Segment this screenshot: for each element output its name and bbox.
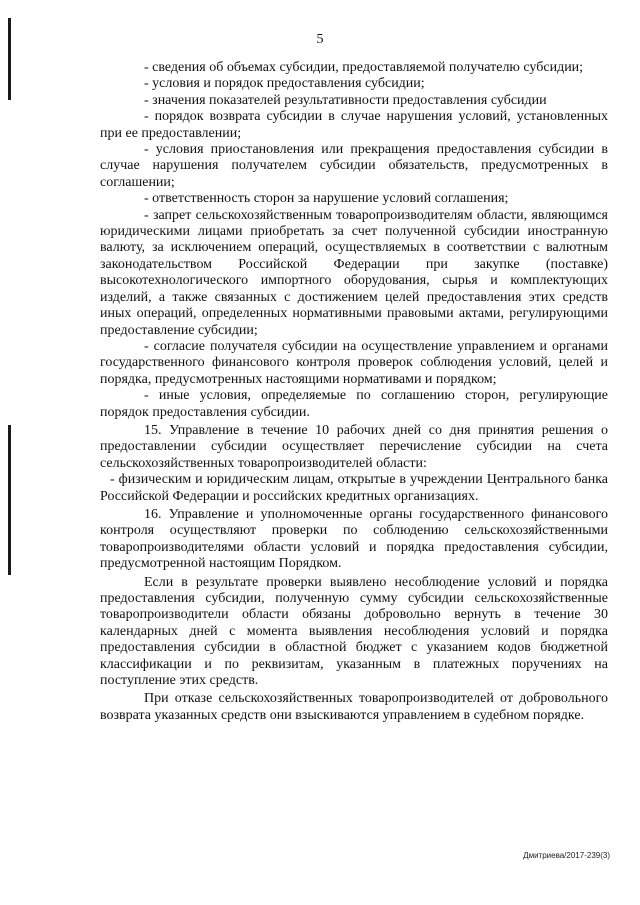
list-item: - иные условия, определяемые по соглашению сторон, регулирующие порядок предоставления субсидии.	[100, 388, 608, 420]
document-reference: Дмитриева/2017-239(3)	[523, 851, 610, 860]
scan-edge-mark	[8, 18, 11, 100]
list-item: - условия приостановления или прекращения предоставления субсидии в случае нарушения получателем субсидии обязательств, предусмотренных в соглашении;	[100, 142, 608, 190]
list-item: - условия и порядок предоставления субсидии;	[144, 76, 425, 92]
list-item: - запрет сельскохозяйственным товаропроизводителям области, являющимся юридическими лицами приобретать за счет полученной субсидии иностранную валюту, за исключением операций, осуществляемых в соответствии с валютным законодательством Российской Федерации при закупке (поставке) высокотехнологического импортного оборудования, сырья и комплектующих изделий, а также связанных с достижением целей предоставления этих средств иных операций, определенных нормативными правовыми актами, регулирующими предоставление субсидии;	[100, 207, 608, 338]
list-item: - значения показателей результативности предоставления субсидии	[144, 92, 547, 108]
list-item: - ответственность сторон за нарушение условий соглашения;	[144, 191, 509, 207]
paragraph-15: 15. Управление в течение 10 рабочих дней со дня принятия решения о предоставлении субсидии осуществляет перечисление субсидии на счета сельскохозяйственных товаропроизводителей области:	[100, 422, 608, 471]
paragraph: При отказе сельскохозяйственных товаропроизводителей от добровольного возврата указанных средств они взыскиваются управлением в судебном порядке.	[100, 691, 608, 723]
list-item: - порядок возврата субсидии в случае нарушения условий, установленных при ее предоставлении;	[100, 109, 608, 141]
list-item: - согласие получателя субсидии на осуществление управлением и органами государственного финансового контроля проверок соблюдения условий, целей и порядка, предусмотренных настоящими нормативами и порядком;	[100, 338, 608, 387]
scan-edge-mark	[8, 425, 11, 575]
paragraph: Если в результате проверки выявлено несоблюдение условий и порядка предоставления субсидии, полученную сумму субсидии сельскохозяйственные товаропроизводители области обязаны добровольно вернуть в течение 30 календарных дней с момента выявления несоблюдения условий и порядка предоставления субсидии в областной бюджет с указанием кодов бюджетной классификации и по реквизитам, указанным в платежных поручениях на поступление этих средств.	[100, 574, 608, 689]
document-body	[100, 60, 608, 724]
page-number: 5	[316, 32, 324, 47]
paragraph-16: 16. Управление и уполномоченные органы государственного финансового контроля осуществляют проверки по соблюдению сельскохозяйственными товаропроизводителями области условий и порядка предоставления субсидии, предусмотренной настоящим Порядком.	[100, 506, 608, 572]
list-item: - сведения об объемах субсидии, предоставляемой получателю субсидии;	[144, 60, 584, 75]
list-item: - физическим и юридическим лицам, открытые в учреждении Центрального банка Российской Федерации и российских кредитных организациях.	[100, 472, 608, 504]
